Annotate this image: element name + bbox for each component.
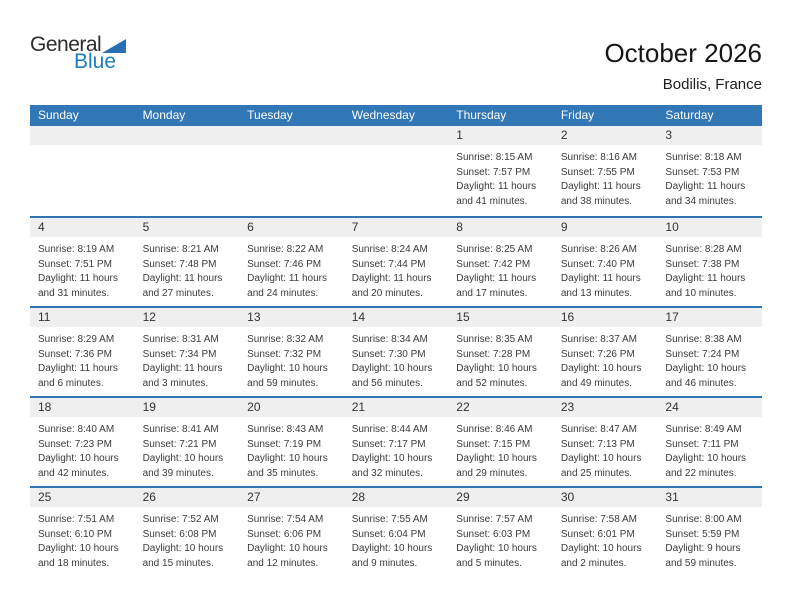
calendar-day-cell bbox=[30, 398, 135, 486]
sunset-text: Sunset: 6:06 PM bbox=[247, 528, 322, 540]
day-details bbox=[135, 237, 240, 301]
sunrise-text: Sunrise: 7:51 AM bbox=[38, 514, 115, 525]
calendar-day-cell bbox=[344, 488, 449, 576]
weekday-label: Thursday bbox=[456, 108, 507, 122]
day-number: 25 bbox=[30, 488, 135, 507]
day-details bbox=[344, 237, 449, 301]
calendar-day-cell bbox=[448, 126, 553, 216]
day-details bbox=[448, 507, 553, 571]
sunrise-text: Sunrise: 8:32 AM bbox=[247, 334, 324, 345]
sunrise-text: Sunrise: 8:28 AM bbox=[665, 244, 742, 255]
sunset-text: Sunset: 7:13 PM bbox=[560, 438, 635, 450]
day-number: 3 bbox=[657, 126, 762, 145]
sunset-text: Sunset: 7:36 PM bbox=[38, 348, 112, 360]
calendar-day-cell bbox=[553, 218, 658, 306]
sunrise-text: Sunrise: 8:15 AM bbox=[456, 152, 533, 163]
page-title: October 2026 bbox=[604, 38, 762, 68]
weekday-label: Tuesday bbox=[247, 108, 293, 122]
day-details bbox=[344, 417, 449, 481]
day-number: 29 bbox=[448, 488, 553, 507]
week-row bbox=[30, 216, 762, 306]
week-row bbox=[30, 126, 762, 216]
sunrise-text: Sunrise: 8:35 AM bbox=[456, 334, 533, 345]
sunset-text: Sunset: 7:24 PM bbox=[665, 348, 740, 360]
day-number: 6 bbox=[239, 218, 344, 237]
daylight-text: Daylight: 10 hours and 35 minutes. bbox=[247, 453, 328, 479]
day-details bbox=[30, 507, 135, 571]
daylight-text: Daylight: 10 hours and 32 minutes. bbox=[351, 453, 433, 479]
calendar-day-cell bbox=[657, 218, 762, 306]
day-details bbox=[135, 417, 240, 481]
calendar-empty-cell bbox=[344, 126, 449, 216]
sunrise-text: Sunrise: 8:46 AM bbox=[456, 424, 533, 435]
day-number: 28 bbox=[344, 488, 449, 507]
day-number: 7 bbox=[344, 218, 449, 237]
day-number: 15 bbox=[448, 308, 553, 327]
sunrise-text: Sunrise: 8:49 AM bbox=[665, 424, 742, 435]
calendar-day-cell bbox=[553, 308, 658, 396]
day-details bbox=[657, 145, 762, 209]
calendar-day-cell bbox=[553, 488, 658, 576]
daylight-text: Daylight: 11 hours and 3 minutes. bbox=[142, 363, 223, 389]
daylight-text: Daylight: 10 hours and 12 minutes. bbox=[247, 543, 328, 569]
sunrise-text: Sunrise: 8:40 AM bbox=[38, 424, 115, 435]
calendar-day-cell bbox=[30, 218, 135, 306]
sunset-text: Sunset: 7:55 PM bbox=[560, 166, 635, 178]
calendar-day-cell bbox=[448, 308, 553, 396]
day-details bbox=[657, 237, 762, 301]
sunrise-text: Sunrise: 8:47 AM bbox=[560, 424, 637, 435]
week-row bbox=[30, 396, 762, 486]
daylight-text: Daylight: 10 hours and 22 minutes. bbox=[665, 453, 747, 479]
day-details bbox=[448, 237, 553, 301]
daylight-text: Daylight: 10 hours and 29 minutes. bbox=[456, 453, 537, 479]
sunset-text: Sunset: 7:48 PM bbox=[142, 258, 217, 270]
sunrise-text: Sunrise: 7:55 AM bbox=[351, 514, 428, 525]
sunset-text: Sunset: 6:03 PM bbox=[456, 528, 531, 540]
day-number: 20 bbox=[239, 398, 344, 417]
page-subtitle: Bodilis, France bbox=[662, 76, 762, 93]
sunset-text: Sunset: 7:38 PM bbox=[665, 258, 740, 270]
daylight-text: Daylight: 11 hours and 31 minutes. bbox=[38, 273, 118, 299]
daylight-text: Daylight: 10 hours and 39 minutes. bbox=[142, 453, 224, 479]
sunset-text: Sunset: 6:01 PM bbox=[560, 528, 635, 540]
day-number: 23 bbox=[553, 398, 658, 417]
sunrise-text: Sunrise: 8:22 AM bbox=[247, 244, 324, 255]
day-details bbox=[239, 417, 344, 481]
daylight-text: Daylight: 11 hours and 34 minutes. bbox=[665, 181, 746, 207]
weekday-label: Monday bbox=[142, 108, 186, 122]
sunset-text: Sunset: 7:57 PM bbox=[456, 166, 531, 178]
sunrise-text: Sunrise: 8:31 AM bbox=[142, 334, 219, 345]
calendar-day-cell bbox=[448, 488, 553, 576]
logo-text-blue: Blue bbox=[74, 50, 117, 73]
sunset-text: Sunset: 7:53 PM bbox=[665, 166, 740, 178]
sunrise-text: Sunrise: 7:58 AM bbox=[560, 514, 637, 525]
title-block bbox=[604, 34, 762, 94]
day-details bbox=[135, 327, 240, 391]
daylight-text: Daylight: 10 hours and 25 minutes. bbox=[560, 453, 642, 479]
sunset-text: Sunset: 7:15 PM bbox=[456, 438, 531, 450]
general-blue-logo bbox=[30, 34, 170, 82]
calendar-day-cell bbox=[344, 398, 449, 486]
day-details bbox=[344, 507, 449, 571]
calendar-day-cell bbox=[135, 488, 240, 576]
sunset-text: Sunset: 7:23 PM bbox=[38, 438, 112, 450]
daylight-text: Daylight: 11 hours and 41 minutes. bbox=[456, 181, 537, 207]
daylight-text: Daylight: 10 hours and 56 minutes. bbox=[351, 363, 433, 389]
calendar-day-cell bbox=[657, 398, 762, 486]
daylight-text: Daylight: 10 hours and 2 minutes. bbox=[560, 543, 642, 569]
sunrise-text: Sunrise: 8:21 AM bbox=[142, 244, 219, 255]
day-number: 26 bbox=[135, 488, 240, 507]
day-details bbox=[553, 417, 658, 481]
sunrise-text: Sunrise: 7:57 AM bbox=[456, 514, 533, 525]
sunset-text: Sunset: 7:32 PM bbox=[247, 348, 322, 360]
day-number: 16 bbox=[553, 308, 658, 327]
calendar-day-cell bbox=[344, 308, 449, 396]
daylight-text: Daylight: 11 hours and 20 minutes. bbox=[351, 273, 432, 299]
day-number: 21 bbox=[344, 398, 449, 417]
calendar-day-cell bbox=[135, 308, 240, 396]
weekday-label: Sunday bbox=[38, 108, 79, 122]
day-number: 27 bbox=[239, 488, 344, 507]
sunset-text: Sunset: 6:04 PM bbox=[351, 528, 426, 540]
daylight-text: Daylight: 11 hours and 17 minutes. bbox=[456, 273, 537, 299]
sunrise-text: Sunrise: 7:52 AM bbox=[142, 514, 219, 525]
calendar-day-cell bbox=[135, 218, 240, 306]
day-number bbox=[30, 126, 135, 145]
day-details bbox=[553, 237, 658, 301]
day-number: 4 bbox=[30, 218, 135, 237]
calendar-day-cell bbox=[344, 218, 449, 306]
day-number: 18 bbox=[30, 398, 135, 417]
day-details bbox=[344, 327, 449, 391]
logo-text-general: General bbox=[30, 33, 102, 56]
weekday-header bbox=[30, 105, 762, 126]
sunrise-text: Sunrise: 8:18 AM bbox=[665, 152, 742, 163]
sunset-text: Sunset: 7:40 PM bbox=[560, 258, 635, 270]
weekday-label: Saturday bbox=[665, 108, 714, 122]
sunset-text: Sunset: 6:10 PM bbox=[38, 528, 112, 540]
sunset-text: Sunset: 7:28 PM bbox=[456, 348, 531, 360]
page-header bbox=[30, 0, 762, 94]
sunrise-text: Sunrise: 8:37 AM bbox=[560, 334, 637, 345]
daylight-text: Daylight: 9 hours and 59 minutes. bbox=[665, 543, 741, 569]
day-details bbox=[30, 417, 135, 481]
daylight-text: Daylight: 10 hours and 42 minutes. bbox=[38, 453, 119, 479]
sunrise-text: Sunrise: 8:24 AM bbox=[351, 244, 428, 255]
calendar-day-cell bbox=[553, 126, 658, 216]
calendar-day-cell bbox=[657, 126, 762, 216]
sunrise-text: Sunrise: 8:44 AM bbox=[351, 424, 428, 435]
sunset-text: Sunset: 7:44 PM bbox=[351, 258, 426, 270]
sunset-text: Sunset: 7:21 PM bbox=[142, 438, 217, 450]
day-details bbox=[657, 417, 762, 481]
calendar-day-cell bbox=[135, 398, 240, 486]
day-details bbox=[135, 507, 240, 571]
day-number: 2 bbox=[553, 126, 658, 145]
day-details bbox=[553, 145, 658, 209]
calendar-day-cell bbox=[657, 308, 762, 396]
day-number: 22 bbox=[448, 398, 553, 417]
day-details bbox=[553, 507, 658, 571]
day-details bbox=[239, 327, 344, 391]
day-number bbox=[239, 126, 344, 145]
day-number: 30 bbox=[553, 488, 658, 507]
day-number: 19 bbox=[135, 398, 240, 417]
sunset-text: Sunset: 7:11 PM bbox=[665, 438, 739, 450]
day-number: 1 bbox=[448, 126, 553, 145]
daylight-text: Daylight: 11 hours and 6 minutes. bbox=[38, 363, 118, 389]
sunrise-text: Sunrise: 8:29 AM bbox=[38, 334, 115, 345]
weekday-label: Friday bbox=[560, 108, 595, 122]
calendar-empty-cell bbox=[30, 126, 135, 216]
sunset-text: Sunset: 5:59 PM bbox=[665, 528, 740, 540]
day-details bbox=[239, 507, 344, 571]
day-number: 13 bbox=[239, 308, 344, 327]
calendar-empty-cell bbox=[135, 126, 240, 216]
calendar-day-cell bbox=[657, 488, 762, 576]
sunrise-text: Sunrise: 8:41 AM bbox=[142, 424, 219, 435]
sunset-text: Sunset: 7:26 PM bbox=[560, 348, 635, 360]
sunrise-text: Sunrise: 8:34 AM bbox=[351, 334, 428, 345]
day-number: 14 bbox=[344, 308, 449, 327]
sunrise-text: Sunrise: 7:54 AM bbox=[247, 514, 324, 525]
sunset-text: Sunset: 7:42 PM bbox=[456, 258, 531, 270]
calendar-day-cell bbox=[30, 308, 135, 396]
daylight-text: Daylight: 11 hours and 24 minutes. bbox=[247, 273, 327, 299]
daylight-text: Daylight: 10 hours and 52 minutes. bbox=[456, 363, 537, 389]
calendar-day-cell bbox=[30, 488, 135, 576]
day-details bbox=[239, 237, 344, 301]
calendar-day-cell bbox=[553, 398, 658, 486]
daylight-text: Daylight: 11 hours and 10 minutes. bbox=[665, 273, 746, 299]
day-number: 17 bbox=[657, 308, 762, 327]
sunset-text: Sunset: 7:30 PM bbox=[351, 348, 426, 360]
calendar-day-cell bbox=[239, 398, 344, 486]
sunrise-text: Sunrise: 8:25 AM bbox=[456, 244, 533, 255]
daylight-text: Daylight: 11 hours and 27 minutes. bbox=[142, 273, 223, 299]
day-number: 31 bbox=[657, 488, 762, 507]
daylight-text: Daylight: 10 hours and 15 minutes. bbox=[142, 543, 224, 569]
day-number: 12 bbox=[135, 308, 240, 327]
sunset-text: Sunset: 7:19 PM bbox=[247, 438, 322, 450]
day-details bbox=[553, 327, 658, 391]
sunrise-text: Sunrise: 8:00 AM bbox=[665, 514, 742, 525]
week-row bbox=[30, 486, 762, 576]
day-details bbox=[30, 237, 135, 301]
calendar-day-cell bbox=[239, 488, 344, 576]
daylight-text: Daylight: 10 hours and 46 minutes. bbox=[665, 363, 747, 389]
sunset-text: Sunset: 7:17 PM bbox=[351, 438, 426, 450]
day-number: 9 bbox=[553, 218, 658, 237]
calendar-grid bbox=[30, 126, 762, 576]
day-number bbox=[135, 126, 240, 145]
calendar-day-cell bbox=[448, 218, 553, 306]
daylight-text: Daylight: 10 hours and 5 minutes. bbox=[456, 543, 537, 569]
sunset-text: Sunset: 7:51 PM bbox=[38, 258, 112, 270]
sunset-text: Sunset: 7:46 PM bbox=[247, 258, 322, 270]
day-number: 5 bbox=[135, 218, 240, 237]
sunrise-text: Sunrise: 8:43 AM bbox=[247, 424, 324, 435]
sunrise-text: Sunrise: 8:26 AM bbox=[560, 244, 637, 255]
day-details bbox=[657, 327, 762, 391]
daylight-text: Daylight: 10 hours and 59 minutes. bbox=[247, 363, 328, 389]
sunset-text: Sunset: 7:34 PM bbox=[142, 348, 217, 360]
day-number: 11 bbox=[30, 308, 135, 327]
calendar-day-cell bbox=[239, 308, 344, 396]
weekday-label: Wednesday bbox=[351, 108, 415, 122]
daylight-text: Daylight: 11 hours and 38 minutes. bbox=[560, 181, 641, 207]
calendar-empty-cell bbox=[239, 126, 344, 216]
week-row bbox=[30, 306, 762, 396]
calendar-day-cell bbox=[239, 218, 344, 306]
calendar bbox=[30, 105, 762, 576]
sunrise-text: Sunrise: 8:38 AM bbox=[665, 334, 742, 345]
day-details bbox=[448, 417, 553, 481]
sunrise-text: Sunrise: 8:19 AM bbox=[38, 244, 115, 255]
day-number bbox=[344, 126, 449, 145]
sunrise-text: Sunrise: 8:16 AM bbox=[560, 152, 637, 163]
daylight-text: Daylight: 10 hours and 9 minutes. bbox=[351, 543, 433, 569]
day-details bbox=[448, 327, 553, 391]
daylight-text: Daylight: 11 hours and 13 minutes. bbox=[560, 273, 641, 299]
day-number: 24 bbox=[657, 398, 762, 417]
sunset-text: Sunset: 6:08 PM bbox=[142, 528, 217, 540]
day-details bbox=[30, 327, 135, 391]
day-number: 8 bbox=[448, 218, 553, 237]
day-number: 10 bbox=[657, 218, 762, 237]
daylight-text: Daylight: 10 hours and 18 minutes. bbox=[38, 543, 119, 569]
calendar-day-cell bbox=[448, 398, 553, 486]
day-details bbox=[657, 507, 762, 571]
daylight-text: Daylight: 10 hours and 49 minutes. bbox=[560, 363, 642, 389]
day-details bbox=[448, 145, 553, 209]
